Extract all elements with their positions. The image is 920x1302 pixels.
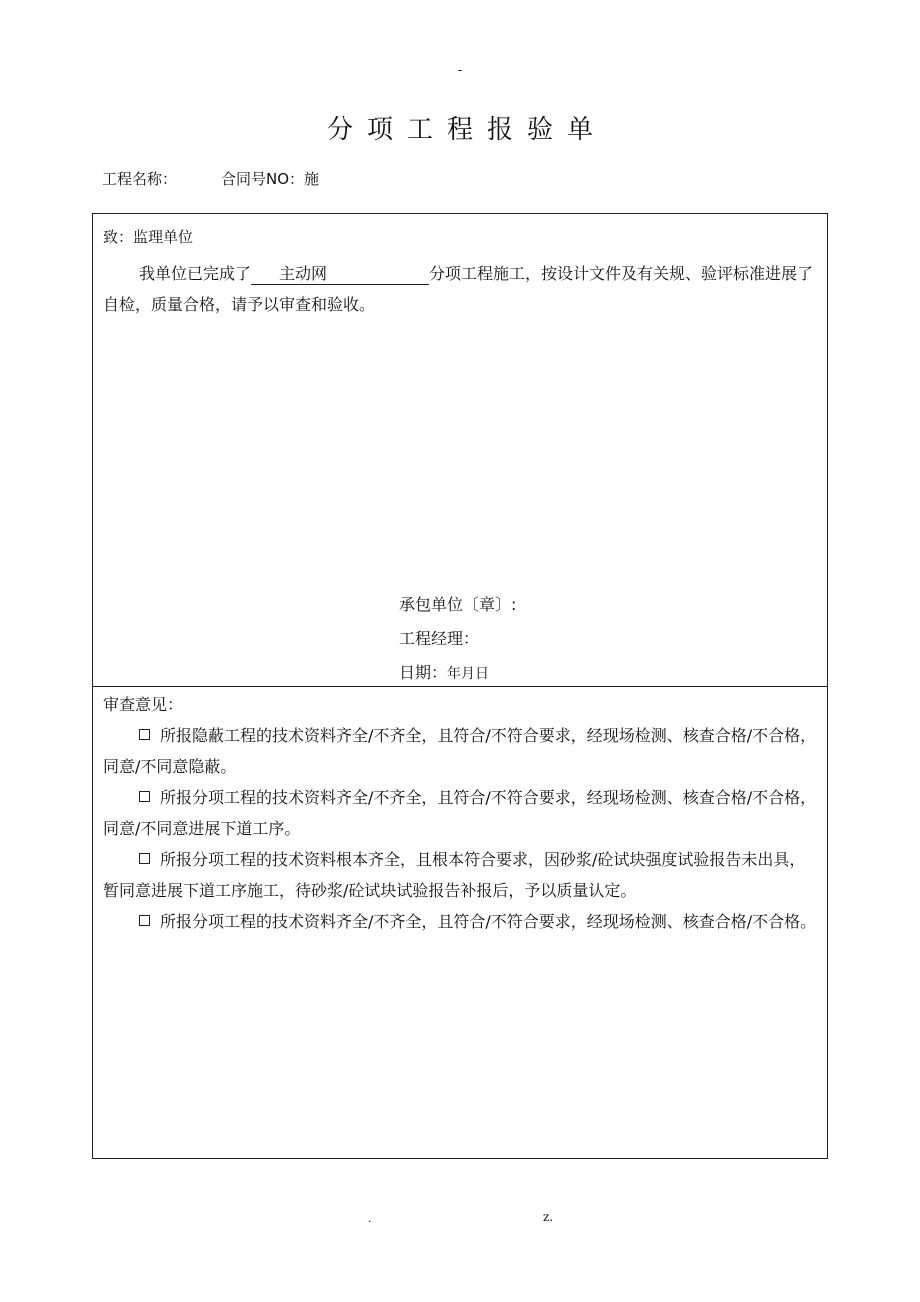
- page-title: 分项工程报验单: [326, 115, 607, 145]
- date-value: 年月日: [447, 666, 490, 682]
- para-lead: 我单位已完成了: [139, 264, 252, 283]
- review-options: [103, 720, 821, 937]
- review-option-text: 所报分项工程的技术资料齐全/不齐全，且符合/不符合要求，经现场检测、核查合格/不合格， 同意/不同意进展下道工序。: [103, 788, 817, 838]
- project-manager-label: 工程经理：: [399, 629, 480, 648]
- application-paragraph: [103, 258, 821, 320]
- date-label: 日期：: [399, 663, 448, 682]
- review-option-text: 所报分项工程的技术资料根本齐全，且根本符合要求，因砂浆/砼试块强度试验报告未出具，暂同意进展下道工序施工，待砂浆/砼试块试验报告补报后，予以质量认定。: [103, 850, 806, 900]
- review-option-text: 所报分项工程的技术资料齐全/不齐全，且符合/不符合要求，经现场检测、核查合格/不合格。: [160, 912, 817, 931]
- review-option-text: 所报隐蔽工程的技术资料齐全/不齐全，且符合/不符合要求，经现场检测、核查合格/不合格， 同意/不同意隐蔽。: [103, 726, 817, 776]
- footer-mark-left: .: [368, 1212, 372, 1225]
- contract-no-label: 合同号NO：施: [221, 170, 320, 188]
- recipient-line: 致：监理单位: [103, 228, 194, 246]
- contractor-signature-label: 承包单位〔章〕:: [399, 595, 517, 614]
- checkbox-icon[interactable]: [139, 791, 150, 802]
- checkbox-icon[interactable]: [139, 729, 150, 740]
- footer-mark-right: z.: [543, 1210, 554, 1224]
- completed-work-field[interactable]: 主动网: [251, 264, 429, 285]
- section-divider: [93, 686, 827, 687]
- review-option-3: [103, 844, 821, 906]
- para-rest: 分项工程施工，按设计文件及有关规、验评标准进展了自检，质量合格，请予以审查和验收。: [103, 264, 814, 314]
- review-option-1: [103, 720, 821, 782]
- checkbox-icon[interactable]: [139, 853, 150, 864]
- review-title: 审查意见：: [103, 695, 184, 714]
- inspection-form: [92, 213, 828, 1159]
- meta-row: [102, 168, 319, 190]
- header-mark: -: [457, 63, 463, 77]
- review-option-4: [103, 906, 821, 937]
- review-option-2: [103, 782, 821, 844]
- date-line: [399, 662, 489, 685]
- checkbox-icon[interactable]: [139, 915, 150, 926]
- project-name-label: 工程名称：: [102, 170, 178, 188]
